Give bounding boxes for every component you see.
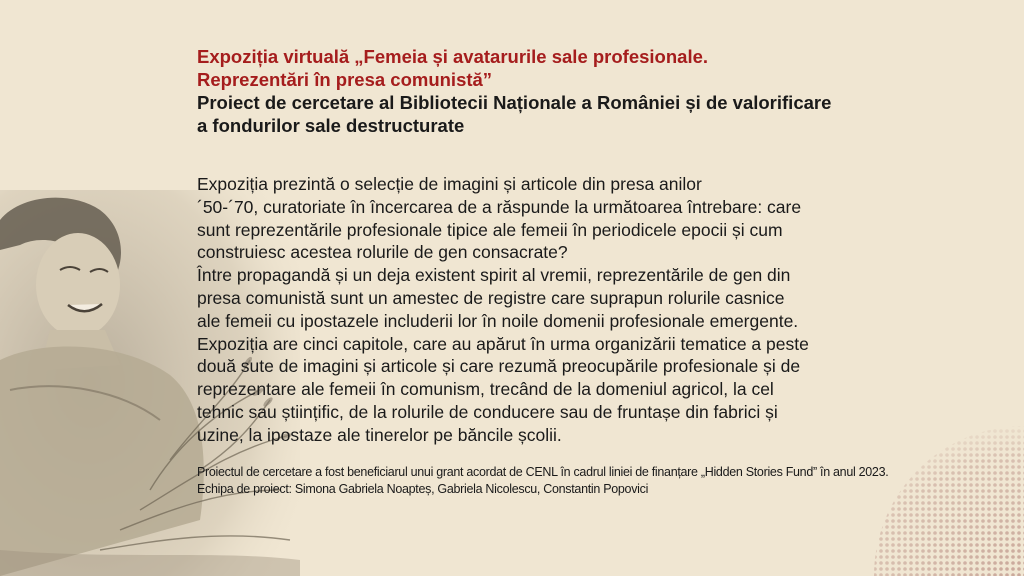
description-line: Expoziția prezintă o selecție de imagini și articole din presa anilor [197,174,702,194]
exhibition-description [197,173,987,447]
grant-note: Proiectul de cercetare a fost beneficiarul unui grant acordat de CENL în cadrul liniei de finanțare „Hidden Stories Fund” în anul 2023. [197,464,889,479]
project-subtitle-line1: Proiect de cercetare al Bibliotecii Naționale a României și de valorificare [197,92,832,113]
description-line: sunt reprezentările profesionale tipice ale femeii în periodicele epocii și cum [197,219,783,240]
description-line: construiesc acestea rolurile de gen consacrate? [197,242,568,263]
project-team: Echipa de proiect: Simona Gabriela Noapteș, Gabriela Nicolescu, Constantin Popovici [197,481,649,496]
description-line: presa comunistă sunt un amestec de registre care suprapun rolurile casnice [197,287,785,308]
description-line: Expoziția are cinci capitole, care au apărut în urma organizării tematice a peste [197,333,809,354]
project-subtitle-line2: a fondurilor sale destructurate [197,115,465,136]
description-line: reprezentare ale femeii în comunism, trecând de la domeniul agricol, la cel [197,379,774,400]
exhibition-title-line1: Expoziția virtuală „Femeia și avatarurile sale profesionale. [197,46,709,67]
project-credits [197,464,987,498]
description-line: două sute de imagini și articole și care rezumă preocupările profesionale și de [197,356,801,377]
description-line: ale femeii cu ipostazele includerii lor în noile domenii profesionale emergente. [197,310,799,331]
description-line: uzine, la ipostaze ale tinerelor pe băncile școlii. [197,424,562,445]
description-line: ´50-´70, curatoriate în încercarea de a răspunde la următoarea întrebare: care [197,196,802,217]
description-line: tehnic sau științific, de la rolurile de conducere sau de fruntașe din fabrici și [197,401,778,422]
exhibition-title-line2: Reprezentări în presa comunistă” [197,69,493,90]
description-line: Între propagandă și un deja existent spirit al vremii, reprezentările de gen din [197,265,791,286]
content-column [197,45,987,498]
